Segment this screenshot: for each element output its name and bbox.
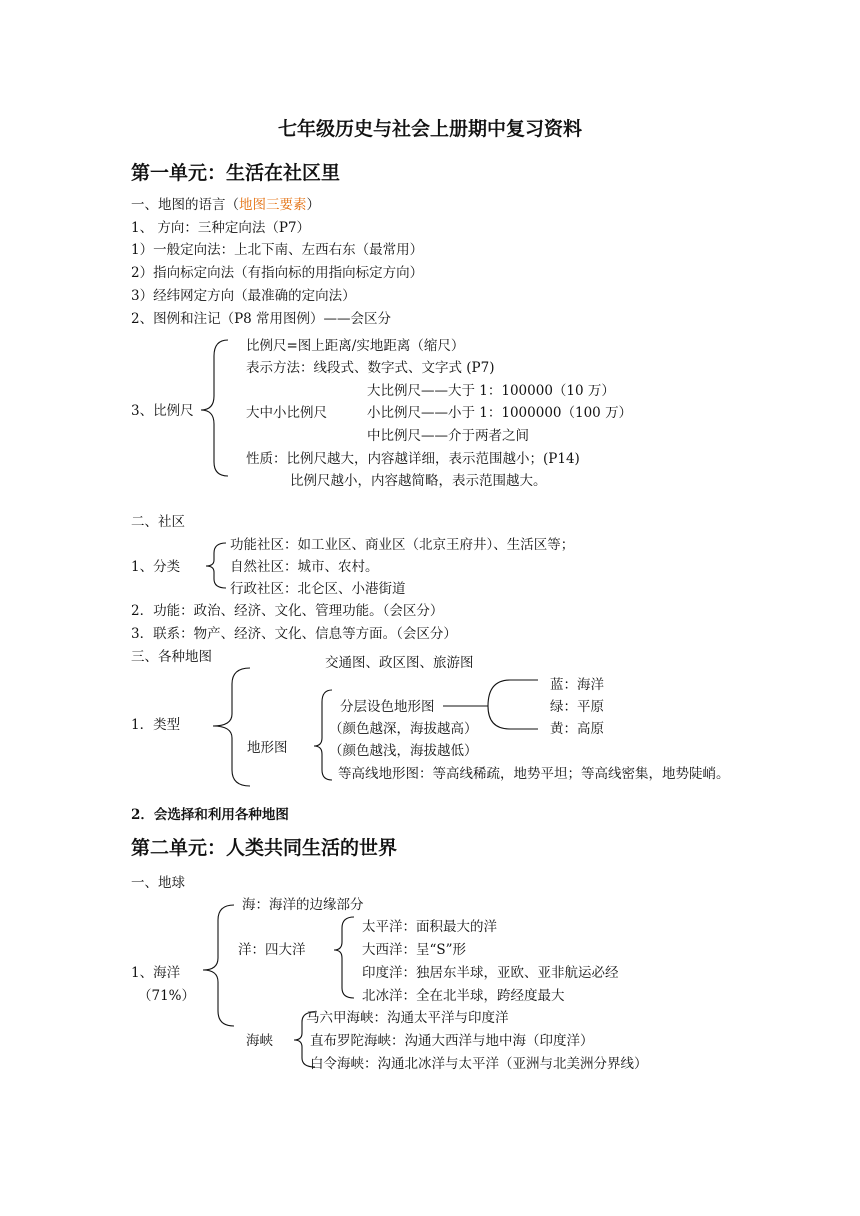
pointer-direction-line: 2）指向标定向法（有指向标的用指向标定方向） (131, 265, 424, 281)
ocean-root: 1、海洋 (131, 965, 181, 981)
ocean-arctic: 北冰洋：全在北半球，跨经度最大 (362, 988, 565, 1004)
maps-contour: 等高线地形图：等高线稀疏，地势平坦；等高线密集，地势陡峭。 (338, 766, 730, 782)
community-function: 2．功能：政治、经济、文化、管理功能。（会区分） (131, 603, 444, 619)
maps-green: 绿：平原 (550, 699, 604, 715)
maps-blue: 蓝：海洋 (550, 677, 604, 693)
scale-medium: 中比例尺——介于两者之间 (367, 428, 529, 444)
scale-methods: 表示方法：线段式、数字式、文字式 (P7) (246, 360, 495, 376)
maps-terrain: 地形图 (247, 740, 288, 756)
unit2-heading: 第二单元：人类共同生活的世界 (131, 837, 398, 859)
ocean-percent: （71%） (138, 988, 196, 1004)
ocean-strait: 海峡 (246, 1033, 273, 1049)
grid-direction-line: 3）经纬网定方向（最准确的定向法） (131, 288, 356, 304)
ocean-pacific: 太平洋：面积最大的洋 (362, 919, 497, 935)
section-community: 二、社区 (131, 514, 185, 530)
ocean-atlantic: 大西洋：呈“S”形 (362, 942, 467, 958)
maps-use: 2．会选择和利用各种地图 (131, 807, 289, 823)
maps-yellow: 黄：高原 (550, 721, 604, 737)
maps-root: 1．类型 (131, 717, 181, 733)
section-map-language-label: 一、地图的语言（ (131, 197, 239, 213)
scale-large: 大比例尺——大于 1：100000（10 万） (367, 383, 615, 399)
scale-nature-1: 性质：比例尺越大，内容越详细，表示范围越小；(P14) (246, 451, 580, 467)
section-map-language-highlight: 地图三要素 (239, 197, 307, 213)
maps-top-types: 交通图、政区图、旅游图 (325, 655, 474, 671)
page-title: 七年级历史与社会上册期中复习资料 (277, 118, 582, 140)
scale-brace (201, 340, 228, 476)
ocean-four: 洋：四大洋 (238, 942, 306, 958)
scale-root: 3、比例尺 (131, 403, 194, 419)
ocean-sea: 海：海洋的边缘部分 (242, 897, 364, 913)
maps-deep: （颜色越深，海拔越高） (329, 721, 478, 737)
strait-malacca: 马六甲海峡：沟通太平洋与印度洋 (306, 1010, 509, 1026)
section-map-language (131, 196, 320, 214)
general-direction-line: 1）一般定向法：上北下南、左西右东（最常用） (131, 242, 424, 258)
classify-functional: 功能社区：如工业区、商业区（北京王府井）、生活区等； (230, 537, 575, 553)
maps-layered: 分层设色地形图 (340, 699, 435, 715)
strait-bering: 白令海峡：沟通北冰洋与太平洋（亚洲与北美洲分界线） (310, 1056, 648, 1072)
direction-line: 1、 方向：三种定向法（P7） (131, 220, 311, 236)
classify-root: 1、分类 (131, 559, 181, 575)
scale-nature-2: 比例尺越小，内容越简略，表示范围越大。 (290, 473, 547, 489)
unit1-heading: 第一单元：生活在社区里 (131, 162, 341, 184)
scale-definition: 比例尺=图上距离/实地距离（缩尺） (246, 338, 465, 354)
scale-small: 小比例尺——小于 1：1000000（100 万） (367, 405, 633, 421)
community-link: 3．联系：物产、经济、文化、信息等方面。（会区分） (131, 626, 457, 642)
ocean-indian: 印度洋：独居东半球，亚欧、亚非航运必经 (362, 965, 619, 981)
four-oceans-brace (334, 917, 354, 998)
maps-type-brace (213, 668, 250, 786)
strait-gibraltar: 直布罗陀海峡：沟通大西洋与地中海（印度洋） (310, 1033, 594, 1049)
ocean-brace (203, 905, 234, 1026)
classify-brace (206, 543, 226, 588)
classify-administrative: 行政社区：北仑区、小港街道 (230, 581, 406, 597)
scale-size-label: 大中小比例尺 (246, 405, 327, 421)
classify-natural: 自然社区：城市、农村。 (230, 559, 379, 575)
section-map-language-end: ） (306, 197, 320, 213)
maps-light: （颜色越浅，海拔越低） (329, 743, 478, 759)
section-maps: 三、各种地图 (131, 649, 212, 665)
legend-line: 2、图例和注记（P8 常用图例）——会区分 (131, 311, 392, 327)
section-earth: 一、地球 (131, 875, 185, 891)
